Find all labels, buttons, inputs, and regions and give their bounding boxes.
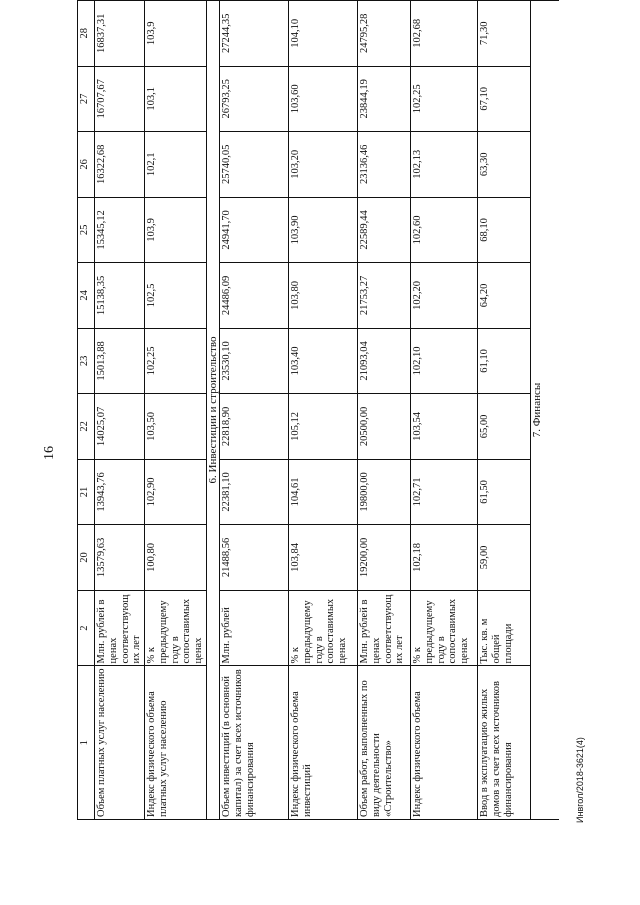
unit-cell: Тыс. кв. м общей площади [478,590,531,666]
indicator-cell: Объем платных услуг населению [95,666,145,820]
column-header: 24 [78,263,95,329]
value-cell: 23136,46 [358,132,411,198]
value-cell: 102,90 [145,459,207,525]
value-cell: 16707,67 [95,66,145,132]
value-cell: 102,5 [145,263,207,329]
indicator-cell: Объем работ, выполненных по виду деятельности «Строительство» [358,666,411,820]
value-cell: 22818,90 [220,394,289,460]
value-cell: 63,30 [478,132,531,198]
section-row [206,1,219,820]
table-row [358,1,411,820]
unit-cell: Млн. рублей в ценах соответствующ их лет [358,590,411,666]
section-row [531,1,560,820]
value-cell: 23530,10 [220,328,289,394]
value-cell: 16322,68 [95,132,145,198]
value-cell: 15345,12 [95,197,145,263]
value-cell: 14025,07 [95,394,145,460]
column-header: 21 [78,459,95,525]
table-row [411,1,478,820]
value-cell: 105,12 [289,394,358,460]
value-cell: 24941,70 [220,197,289,263]
document-code: Инвгол/2018-3621(4) [575,737,585,823]
value-cell: 24795,28 [358,1,411,67]
value-cell: 103,50 [145,394,207,460]
column-header: 23 [78,328,95,394]
value-cell: 21488,56 [220,525,289,591]
value-cell: 68,10 [478,197,531,263]
unit-cell: % к предыдущему году в сопоставимых ценах [411,590,478,666]
column-header: 20 [78,525,95,591]
table-row [145,1,207,820]
unit-cell: Млн. рублей [220,590,289,666]
value-cell: 61,10 [478,328,531,394]
value-cell: 104,61 [289,459,358,525]
column-header: 28 [78,1,95,67]
unit-cell: % к предыдущему году в сопоставимых ценах [289,590,358,666]
value-cell: 13943,76 [95,459,145,525]
value-cell: 16837,31 [95,1,145,67]
rotated-table-wrapper [77,0,597,820]
indicator-cell: Ввод в эксплуатацию жилых домов за счет всех источников финансирования [478,666,531,820]
value-cell: 19800,00 [358,459,411,525]
table-row [478,1,531,820]
value-cell: 102,10 [411,328,478,394]
value-cell: 103,20 [289,132,358,198]
value-cell: 102,20 [411,263,478,329]
unit-cell: % к предыдущему году в сопоставимых ценах [145,590,207,666]
value-cell: 103,54 [411,394,478,460]
indicator-cell: Индекс физического объема [411,666,478,820]
value-cell: 100,80 [145,525,207,591]
value-cell: 20500,00 [358,394,411,460]
value-cell: 102,71 [411,459,478,525]
value-cell: 103,9 [145,1,207,67]
value-cell: 103,90 [289,197,358,263]
value-cell: 103,9 [145,197,207,263]
value-cell: 61,50 [478,459,531,525]
value-cell: 103,1 [145,66,207,132]
value-cell: 13579,63 [95,525,145,591]
value-cell: 102,18 [411,525,478,591]
value-cell: 21093,04 [358,328,411,394]
value-cell: 104,10 [289,1,358,67]
table-body [78,1,560,820]
value-cell: 19200,00 [358,525,411,591]
section-title: 6. Инвестиции и строительство [206,1,219,820]
value-cell: 103,84 [289,525,358,591]
value-cell: 71,30 [478,1,531,67]
value-cell: 26793,25 [220,66,289,132]
value-cell: 102,13 [411,132,478,198]
value-cell: 67,10 [478,66,531,132]
value-cell: 24486,09 [220,263,289,329]
page-number: 16 [42,446,57,460]
value-cell: 103,40 [289,328,358,394]
column-header: 26 [78,132,95,198]
indicator-cell: Индекс физического объема инвестиций [289,666,358,820]
value-cell: 15138,35 [95,263,145,329]
table-row [95,1,145,820]
column-header: 27 [78,66,95,132]
column-header: 22 [78,394,95,460]
value-cell: 102,25 [411,66,478,132]
header-row [78,1,95,820]
value-cell: 22381,10 [220,459,289,525]
value-cell: 102,68 [411,1,478,67]
value-cell: 22589,44 [358,197,411,263]
column-header: 1 [78,666,95,820]
value-cell: 103,60 [289,66,358,132]
indicator-cell: Объем инвестиций (в основной капитал) за счет всех источников финансирования [220,666,289,820]
value-cell: 103,80 [289,263,358,329]
value-cell: 21753,27 [358,263,411,329]
value-cell: 64,20 [478,263,531,329]
unit-cell: Млн. рублей в ценах соответствующ их лет [95,590,145,666]
value-cell: 65,00 [478,394,531,460]
column-header: 2 [78,590,95,666]
table-row [220,1,289,820]
value-cell: 23844,19 [358,66,411,132]
value-cell: 102,1 [145,132,207,198]
value-cell: 59,00 [478,525,531,591]
indicators-table [77,0,559,820]
value-cell: 27244,35 [220,1,289,67]
section-title: 7. Финансы [531,1,560,820]
value-cell: 15013,88 [95,328,145,394]
column-header: 25 [78,197,95,263]
table-row [289,1,358,820]
value-cell: 102,25 [145,328,207,394]
value-cell: 102,60 [411,197,478,263]
indicator-cell: Индекс физического объема платных услуг населению [145,666,207,820]
value-cell: 25740,05 [220,132,289,198]
